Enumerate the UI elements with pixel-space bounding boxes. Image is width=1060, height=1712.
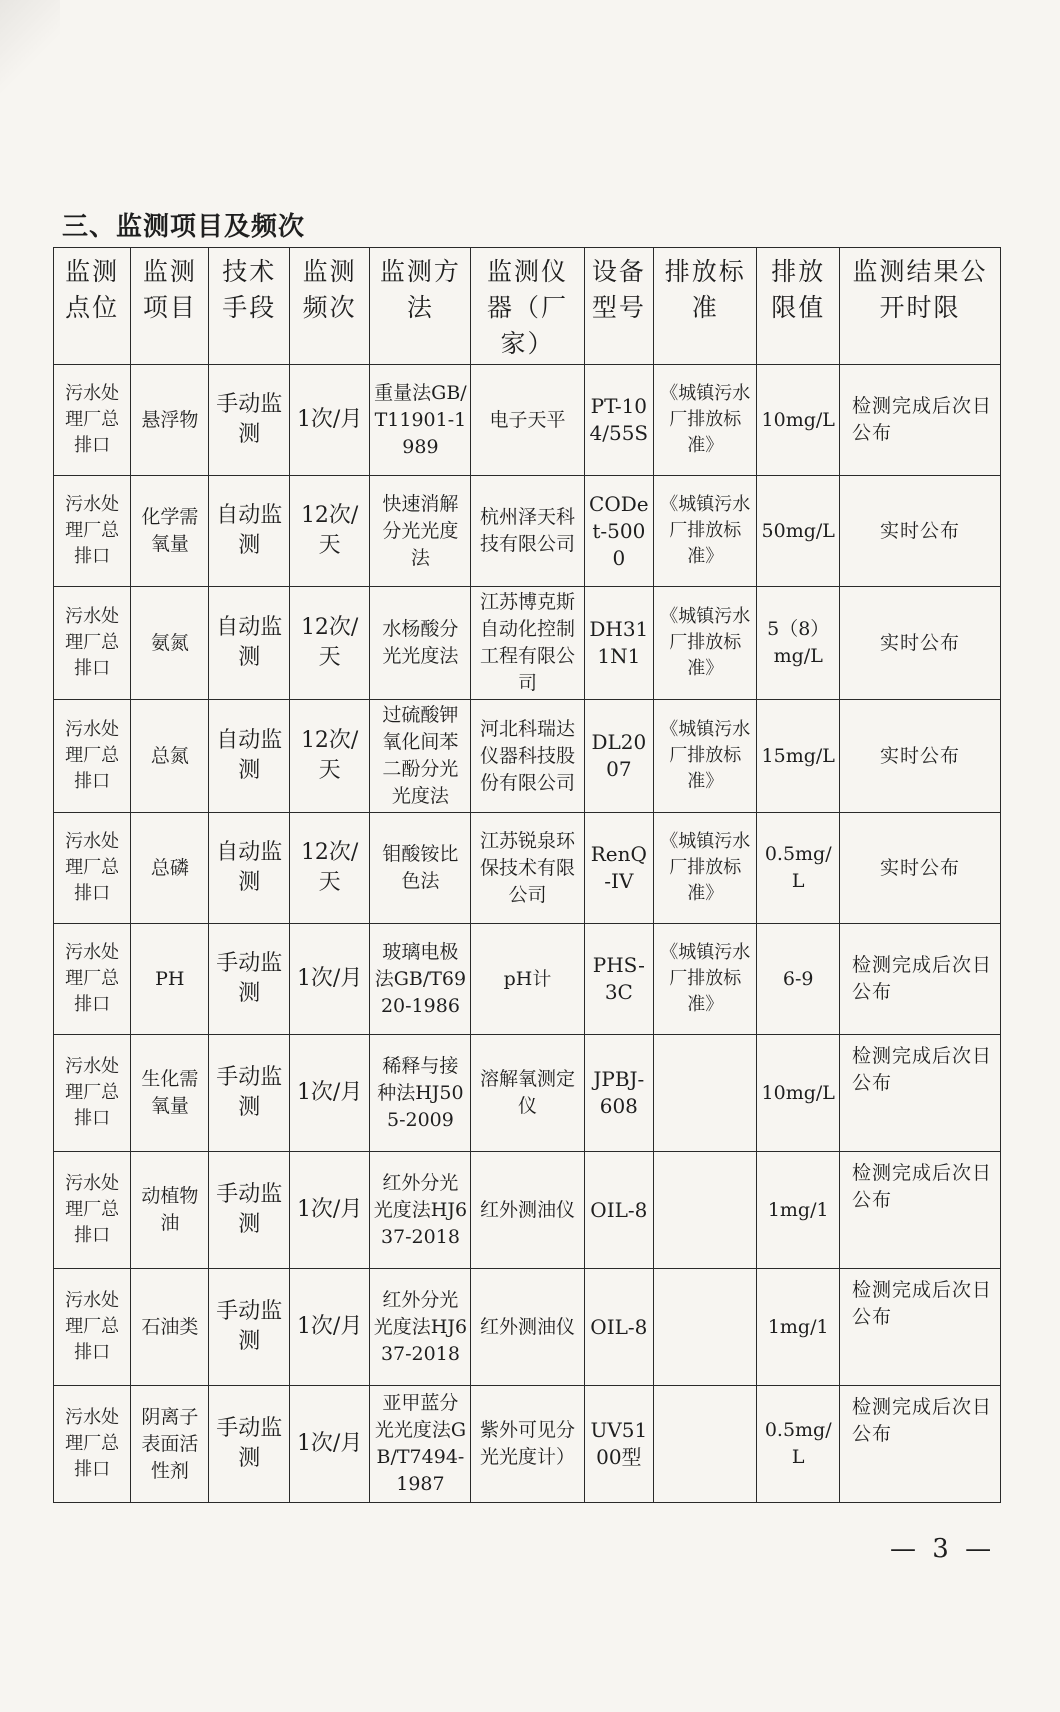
cell-frequency: 12次/天 <box>289 813 369 924</box>
cell-item: 悬浮物 <box>131 365 209 476</box>
cell-instrument: 河北科瑞达仪器科技股份有限公司 <box>471 700 584 813</box>
cell-location: 污水处理厂总排口 <box>54 476 131 587</box>
cell-instrument: 江苏博克斯自动化控制工程有限公司 <box>471 587 584 700</box>
cell-location: 污水处理厂总排口 <box>54 924 131 1035</box>
cell-means: 手动监测 <box>209 1035 289 1152</box>
cell-method: 红外分光光度法HJ637-2018 <box>370 1269 471 1386</box>
cell-limit: 10mg/L <box>757 1035 840 1152</box>
cell-frequency: 1次/月 <box>289 924 369 1035</box>
cell-model: RenQ-IV <box>584 813 654 924</box>
header-instrument: 监测仪器（厂家） <box>471 248 584 365</box>
cell-standard: 《城镇污水厂排放标准》 <box>654 700 757 813</box>
cell-limit: 10mg/L <box>757 365 840 476</box>
cell-limit: 1mg/1 <box>757 1152 840 1269</box>
cell-frequency: 1次/月 <box>289 365 369 476</box>
cell-frequency: 1次/月 <box>289 1152 369 1269</box>
cell-location: 污水处理厂总排口 <box>54 587 131 700</box>
table-row <box>54 700 1001 813</box>
cell-publish: 检测完成后次日公布 <box>840 1269 1001 1386</box>
cell-item: 氨氮 <box>131 587 209 700</box>
header-means: 技术手段 <box>209 248 289 365</box>
cell-method: 亚甲蓝分光光度法GB/T7494-1987 <box>370 1386 471 1503</box>
cell-limit: 6-9 <box>757 924 840 1035</box>
cell-frequency: 12次/天 <box>289 476 369 587</box>
cell-means: 自动监测 <box>209 587 289 700</box>
cell-means: 手动监测 <box>209 1269 289 1386</box>
cell-publish: 检测完成后次日公布 <box>840 1152 1001 1269</box>
cell-method: 钼酸铵比色法 <box>370 813 471 924</box>
cell-means: 自动监测 <box>209 476 289 587</box>
monitoring-table-wrapper <box>53 247 1001 1503</box>
header-method: 监测方法 <box>370 248 471 365</box>
header-limit: 排放限值 <box>757 248 840 365</box>
cell-method: 快速消解分光光度法 <box>370 476 471 587</box>
header-item: 监测项目 <box>131 248 209 365</box>
cell-item: 化学需氧量 <box>131 476 209 587</box>
cell-method: 稀释与接种法HJ505-2009 <box>370 1035 471 1152</box>
header-location: 监测点位 <box>54 248 131 365</box>
cell-standard <box>654 1386 757 1503</box>
cell-location: 污水处理厂总排口 <box>54 700 131 813</box>
cell-location: 污水处理厂总排口 <box>54 813 131 924</box>
cell-frequency: 1次/月 <box>289 1269 369 1386</box>
cell-means: 自动监测 <box>209 700 289 813</box>
cell-limit: 0.5mg/L <box>757 1386 840 1503</box>
cell-standard: 《城镇污水厂排放标准》 <box>654 587 757 700</box>
cell-limit: 0.5mg/L <box>757 813 840 924</box>
cell-instrument: 江苏锐泉环保技术有限公司 <box>471 813 584 924</box>
monitoring-table <box>53 247 1001 1503</box>
cell-publish: 检测完成后次日公布 <box>840 365 1001 476</box>
cell-method: 玻璃电极法GB/T6920-1986 <box>370 924 471 1035</box>
table-row <box>54 1152 1001 1269</box>
cell-model: OIL-8 <box>584 1269 654 1386</box>
cell-item: 石油类 <box>131 1269 209 1386</box>
cell-location: 污水处理厂总排口 <box>54 1035 131 1152</box>
cell-means: 手动监测 <box>209 1386 289 1503</box>
cell-location: 污水处理厂总排口 <box>54 1269 131 1386</box>
header-standard: 排放标准 <box>654 248 757 365</box>
page-number: — 3 — <box>890 1534 996 1564</box>
cell-limit: 50mg/L <box>757 476 840 587</box>
cell-frequency: 12次/天 <box>289 587 369 700</box>
cell-publish: 实时公布 <box>840 700 1001 813</box>
cell-publish: 实时公布 <box>840 476 1001 587</box>
cell-model: OIL-8 <box>584 1152 654 1269</box>
cell-means: 自动监测 <box>209 813 289 924</box>
cell-frequency: 1次/月 <box>289 1386 369 1503</box>
cell-instrument: 杭州泽天科技有限公司 <box>471 476 584 587</box>
cell-item: 阴离子表面活性剂 <box>131 1386 209 1503</box>
cell-means: 手动监测 <box>209 1152 289 1269</box>
cell-model: PHS-3C <box>584 924 654 1035</box>
cell-location: 污水处理厂总排口 <box>54 1152 131 1269</box>
cell-instrument: 红外测油仪 <box>471 1269 584 1386</box>
cell-standard <box>654 1269 757 1386</box>
table-row <box>54 365 1001 476</box>
table-row <box>54 587 1001 700</box>
cell-limit: 15mg/L <box>757 700 840 813</box>
header-frequency: 监测频次 <box>289 248 369 365</box>
cell-publish: 检测完成后次日公布 <box>840 924 1001 1035</box>
cell-model: CODet-5000 <box>584 476 654 587</box>
cell-item: 生化需氧量 <box>131 1035 209 1152</box>
cell-item: 总磷 <box>131 813 209 924</box>
cell-publish: 实时公布 <box>840 813 1001 924</box>
cell-instrument: pH计 <box>471 924 584 1035</box>
cell-method: 重量法GB/T11901-1989 <box>370 365 471 476</box>
cell-instrument: 红外测油仪 <box>471 1152 584 1269</box>
header-model: 设备型号 <box>584 248 654 365</box>
table-row <box>54 1386 1001 1503</box>
table-row <box>54 476 1001 587</box>
cell-item: 总氮 <box>131 700 209 813</box>
cell-model: JPBJ-608 <box>584 1035 654 1152</box>
cell-limit: 5（8）mg/L <box>757 587 840 700</box>
cell-frequency: 1次/月 <box>289 1035 369 1152</box>
table-row <box>54 813 1001 924</box>
cell-item: 动植物油 <box>131 1152 209 1269</box>
cell-standard <box>654 1035 757 1152</box>
cell-method: 水杨酸分光光度法 <box>370 587 471 700</box>
page-fold-shadow <box>0 0 60 100</box>
cell-item: PH <box>131 924 209 1035</box>
section-heading: 三、监测项目及频次 <box>62 212 306 242</box>
table-header-row <box>54 248 1001 365</box>
cell-means: 手动监测 <box>209 924 289 1035</box>
cell-method: 红外分光光度法HJ637-2018 <box>370 1152 471 1269</box>
cell-standard: 《城镇污水厂排放标准》 <box>654 365 757 476</box>
table-row <box>54 1035 1001 1152</box>
cell-model: DL2007 <box>584 700 654 813</box>
cell-standard: 《城镇污水厂排放标准》 <box>654 924 757 1035</box>
cell-location: 污水处理厂总排口 <box>54 365 131 476</box>
cell-location: 污水处理厂总排口 <box>54 1386 131 1503</box>
header-publish: 监测结果公开时限 <box>840 248 1001 365</box>
cell-limit: 1mg/1 <box>757 1269 840 1386</box>
cell-publish: 检测完成后次日公布 <box>840 1035 1001 1152</box>
cell-instrument: 紫外可见分光光度计） <box>471 1386 584 1503</box>
cell-standard: 《城镇污水厂排放标准》 <box>654 476 757 587</box>
cell-standard: 《城镇污水厂排放标准》 <box>654 813 757 924</box>
cell-instrument: 电子天平 <box>471 365 584 476</box>
cell-standard <box>654 1152 757 1269</box>
cell-instrument: 溶解氧测定仪 <box>471 1035 584 1152</box>
cell-publish: 检测完成后次日公布 <box>840 1386 1001 1503</box>
table-row <box>54 1269 1001 1386</box>
cell-means: 手动监测 <box>209 365 289 476</box>
cell-model: UV5100型 <box>584 1386 654 1503</box>
table-row <box>54 924 1001 1035</box>
cell-frequency: 12次/天 <box>289 700 369 813</box>
cell-model: DH311N1 <box>584 587 654 700</box>
cell-method: 过硫酸钾氧化间苯二酚分光光度法 <box>370 700 471 813</box>
cell-publish: 实时公布 <box>840 587 1001 700</box>
cell-model: PT-104/55S <box>584 365 654 476</box>
